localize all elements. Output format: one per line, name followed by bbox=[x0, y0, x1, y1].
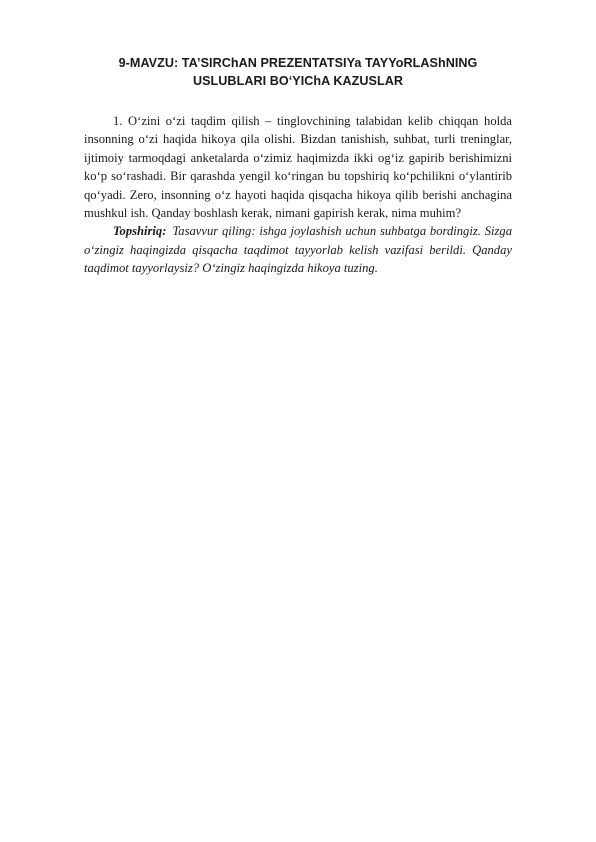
document-page bbox=[84, 54, 512, 278]
title-line-1: 9-MAVZU: TA’SIRChAN PREZENTATSIYa TAYYoRLAShNING bbox=[118, 56, 478, 70]
task-paragraph bbox=[84, 222, 512, 277]
title-line-2: USLUBLARI BO‘YIChA KAZUSLAR bbox=[192, 74, 404, 88]
page-title bbox=[84, 54, 512, 90]
body-paragraph: 1. O‘zini o‘zi taqdim qilish – tinglovchining talabidan kelib chiqqan holda insonning o‘zi haqida hikoya qila olishi. Bizdan tanishish, suhbat, turli treninglar, ijtimoiy tarmoqdagi anketalarda o‘zimiz haqimizda ikki og‘iz gapirib berishimizni ko‘p so‘rashadi. Bir qarashda yengil ko‘ringan bu topshiriq ko‘pchilikni o‘ylantirib qo‘yadi. Zero, insonning o‘z hayoti haqida qisqacha hikoya qilib berishi anchagina mushkul ish. Qanday boshlash kerak, nimani gapirish kerak, nima muhim? bbox=[84, 114, 512, 221]
task-text: Tasavvur qiling: ishga joylashish uchun suhbatga bordingiz. Sizga o‘zingiz haqingizda qisqacha taqdimot tayyorlab kelish vazifasi berildi. Qanday taqdimot tayyorlaysiz? O‘zingiz haqingizda hikoya tuzing. bbox=[84, 224, 512, 276]
task-label: Topshiriq: bbox=[113, 224, 167, 239]
